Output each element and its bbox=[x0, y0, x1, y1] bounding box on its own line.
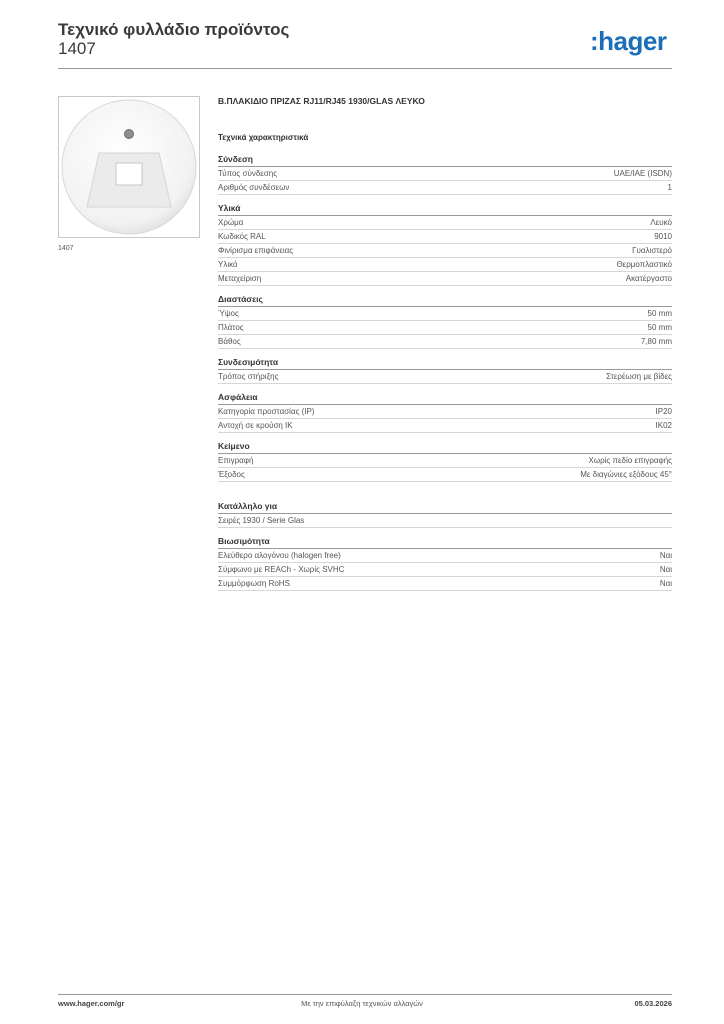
spec-value: IP20 bbox=[655, 407, 672, 416]
spec-label: Μεταχείριση bbox=[218, 274, 262, 283]
spec-row bbox=[218, 167, 672, 181]
tech-specs-heading: Τεχνικά χαρακτηριστικά bbox=[218, 133, 309, 142]
document-number: 1407 bbox=[58, 39, 96, 58]
spec-row bbox=[218, 244, 672, 258]
spec-label: Κατηγορία προστασίας (IP) bbox=[218, 407, 315, 416]
spec-section bbox=[218, 202, 672, 286]
spec-label: Αριθμός συνδέσεων bbox=[218, 183, 290, 192]
spec-section bbox=[218, 500, 672, 528]
section-title: Υλικά bbox=[218, 202, 672, 216]
spec-row bbox=[218, 577, 672, 591]
spec-value: Ναι bbox=[659, 579, 672, 588]
spec-row bbox=[218, 230, 672, 244]
spec-value: Στερέωση με βίδες bbox=[606, 372, 672, 381]
spec-label: Σειρές 1930 / Serie Glas bbox=[218, 516, 305, 525]
spec-row bbox=[218, 563, 672, 577]
document-title: Τεχνικό φυλλάδιο προϊόντος bbox=[58, 20, 290, 39]
spec-row bbox=[218, 321, 672, 335]
spec-label: Σύμφωνο με REACh - Χωρίς SVHC bbox=[218, 565, 345, 574]
socket-cover-illustration bbox=[59, 97, 199, 237]
spec-value: Ακατέργαστο bbox=[625, 274, 672, 283]
spec-label: Έξοδος bbox=[218, 470, 245, 479]
spec-value: Γυαλιστερό bbox=[632, 246, 672, 255]
spec-row bbox=[218, 272, 672, 286]
spec-row bbox=[218, 258, 672, 272]
spec-section bbox=[218, 391, 672, 433]
spec-row bbox=[218, 405, 672, 419]
section-title: Κείμενο bbox=[218, 440, 672, 454]
logo-text: hager bbox=[598, 26, 667, 56]
spec-label: Φινίρισμα επιφάνειας bbox=[218, 246, 294, 255]
spec-label: Υλικό bbox=[218, 260, 238, 269]
footer-note: Με την επιφύλαξη τεχνικών αλλαγών bbox=[301, 999, 423, 1008]
spec-section bbox=[218, 356, 672, 384]
spec-section bbox=[218, 440, 672, 482]
spec-value: Ναι bbox=[659, 565, 672, 574]
spec-row bbox=[218, 549, 672, 563]
spec-value: 50 mm bbox=[647, 309, 672, 318]
spec-label: Κωδικός RAL bbox=[218, 232, 266, 241]
spec-row bbox=[218, 468, 672, 482]
spec-label: Ύψος bbox=[218, 309, 239, 318]
spec-label: Βάθος bbox=[218, 337, 241, 346]
section-title: Διαστάσεις bbox=[218, 293, 672, 307]
spec-value: Με διαγώνιες εξόδους 45° bbox=[580, 470, 672, 479]
spec-section bbox=[218, 293, 672, 349]
spec-label: Επιγραφή bbox=[218, 456, 254, 465]
spec-value: Θερμοπλαστικό bbox=[616, 260, 672, 269]
section-title: Κατάλληλο για bbox=[218, 500, 672, 514]
footer-date: 05.03.2026 bbox=[634, 999, 672, 1008]
spec-row bbox=[218, 181, 672, 195]
section-title: Ασφάλεια bbox=[218, 391, 672, 405]
product-title: Β.ΠΛΑΚΙΔΙΟ ΠΡΙΖΑΣ RJ11/RJ45 1930/GLAS ΛΕΥΚΟ bbox=[218, 96, 425, 106]
section-title: Σύνδεση bbox=[218, 153, 672, 167]
spec-label: Ελεύθερο αλογόνου (halogen free) bbox=[218, 551, 341, 560]
footer-divider bbox=[58, 994, 672, 995]
spec-value: 9010 bbox=[654, 232, 672, 241]
spec-value: 1 bbox=[667, 183, 672, 192]
spec-section bbox=[218, 535, 672, 591]
section-title: Συνδεσιμότητα bbox=[218, 356, 672, 370]
spec-label: Αντοχή σε κρούση IK bbox=[218, 421, 293, 430]
section-title: Βιωσιμότητα bbox=[218, 535, 672, 549]
spec-label: Πλάτος bbox=[218, 323, 244, 332]
spec-row bbox=[218, 335, 672, 349]
spec-label: Συμμόρφωση RoHS bbox=[218, 579, 290, 588]
product-image bbox=[58, 96, 200, 238]
spec-section bbox=[218, 153, 672, 195]
footer-website[interactable]: www.hager.com/gr bbox=[58, 999, 125, 1008]
header-divider bbox=[58, 68, 672, 69]
spec-value: Λευκό bbox=[650, 218, 672, 227]
spec-value: Χωρίς πεδίο επιγραφής bbox=[588, 456, 672, 465]
spec-value: 7,80 mm bbox=[640, 337, 672, 346]
spec-label: Τύπος σύνδεσης bbox=[218, 169, 278, 178]
product-specs bbox=[218, 96, 672, 598]
spec-row bbox=[218, 307, 672, 321]
spec-row bbox=[218, 419, 672, 433]
spec-row bbox=[218, 514, 672, 528]
logo-colon: : bbox=[590, 26, 599, 56]
spec-label: Χρώμα bbox=[218, 218, 244, 227]
spec-value: 50 mm bbox=[647, 323, 672, 332]
spec-value: IK02 bbox=[655, 421, 672, 430]
spec-row bbox=[218, 370, 672, 384]
spec-value: UAE/IAE (ISDN) bbox=[613, 169, 672, 178]
hager-logo[interactable] bbox=[590, 26, 666, 57]
spec-label: Τρόπος στήριξης bbox=[218, 372, 279, 381]
spec-sections bbox=[218, 153, 672, 591]
spec-row bbox=[218, 454, 672, 468]
image-caption: 1407 bbox=[58, 245, 74, 252]
spec-value: Ναι bbox=[659, 551, 672, 560]
spec-row bbox=[218, 216, 672, 230]
